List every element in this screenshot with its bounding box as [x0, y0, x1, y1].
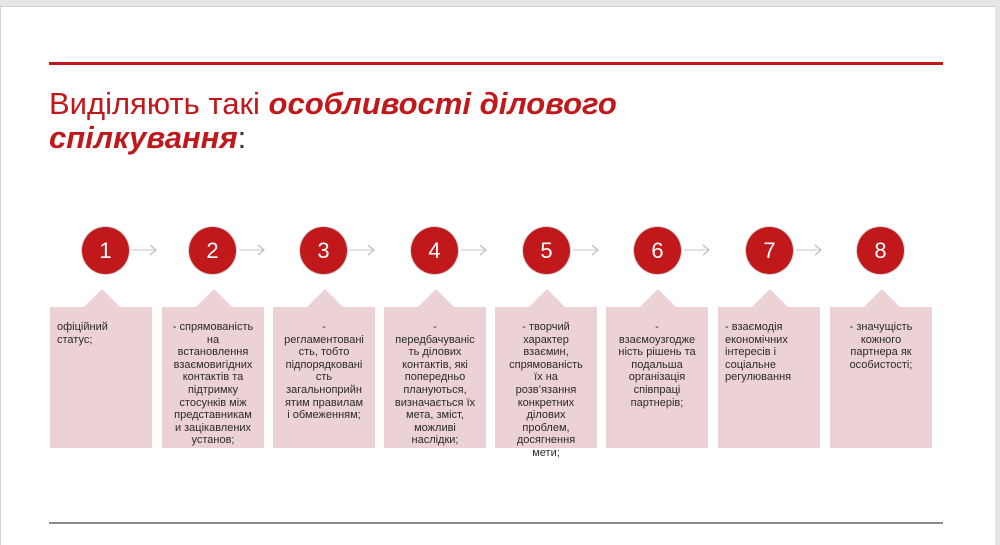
- step-circle-1: 1: [82, 227, 129, 274]
- step-circle-7: 7: [746, 227, 793, 274]
- chevron-right-icon: [239, 243, 279, 257]
- step-text-5: - творчий характер взаємин, спрямованість їх на розв’язання конкретних ділових проблем, досягнення мети;: [509, 321, 583, 459]
- chevron-right-icon: [573, 243, 613, 257]
- top-rule: [49, 62, 943, 65]
- step-text-4: - передбачуваніс ть ділових контактів, які попередньо плануються, визначається їх мета, зміст, можливі наслідки;: [394, 321, 476, 447]
- step-text-8: - значущість кожного партнера як особистості;: [849, 321, 913, 371]
- step-text-2: - спрямованість на встановлення взаємовигідних контактів та підтримку стосунків між представникам и зацікавлених установ;: [172, 321, 254, 447]
- title-part-3: :: [237, 120, 247, 155]
- step-circle-3: 3: [300, 227, 347, 274]
- step-text-1: офіційний статус;: [57, 321, 108, 346]
- slide-title: [49, 87, 749, 155]
- step-text-3: - регламентовані сть, тобто підпорядковані сть загальноприйн ятим правилам і обмеженням;: [284, 321, 364, 422]
- title-part-1: Виділяють такі: [49, 86, 269, 121]
- slide: [0, 6, 995, 545]
- step-circle-8: 8: [857, 227, 904, 274]
- step-circle-2: 2: [189, 227, 236, 274]
- step-text-7: - взаємодія економічних інтересів і соціальне регулювання: [725, 321, 792, 384]
- bottom-rule: [49, 522, 943, 524]
- chevron-right-icon: [349, 243, 389, 257]
- chevron-right-icon: [461, 243, 501, 257]
- chevron-right-icon: [684, 243, 724, 257]
- step-text-6: - взаємоузгодже ність рішень та подальша організація співпраці партнерів;: [618, 321, 696, 409]
- title-part-2-bold: особливості ділового спілкування: [49, 86, 617, 155]
- step-circle-4: 4: [411, 227, 458, 274]
- chevron-right-icon: [131, 243, 171, 257]
- step-circle-5: 5: [523, 227, 570, 274]
- step-circle-6: 6: [634, 227, 681, 274]
- chevron-right-icon: [796, 243, 836, 257]
